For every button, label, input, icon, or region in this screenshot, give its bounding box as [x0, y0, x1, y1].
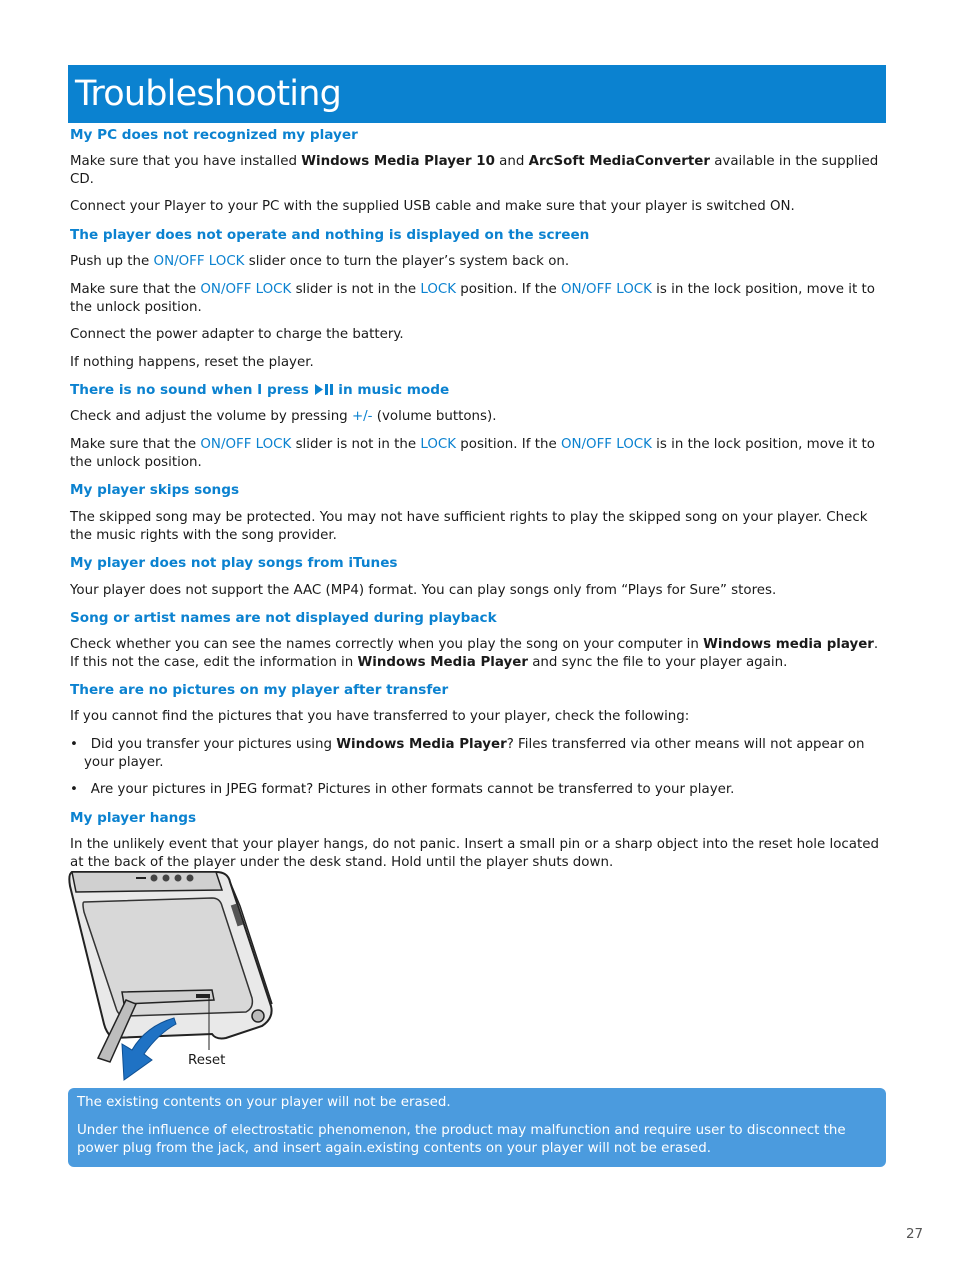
paragraph: Connect the power adapter to charge the battery.: [70, 327, 404, 342]
page-number: 27: [906, 1227, 924, 1242]
paragraph: Connect your Player to your PC with the supplied USB cable and make sure that your player is switched ON.: [70, 199, 795, 214]
section-heading: Song or artist names are not displayed during playback: [70, 610, 497, 626]
section-heading: There is no sound when I press in music mode: [70, 382, 450, 398]
paragraph: Make sure that you have installed Windows Media Player 10 and ArcSoft MediaConverter available in the supplied CD.: [70, 154, 879, 187]
title-bar: [68, 65, 886, 123]
paragraph: Check and adjust the volume by pressing +/- (volume buttons).: [70, 409, 497, 424]
page-title: Troubleshooting: [75, 74, 342, 114]
paragraph: Your player does not support the AAC (MP4) format. You can play songs only from “Plays for Sure” stores.: [70, 583, 777, 598]
paragraph: If nothing happens, reset the player.: [70, 355, 314, 370]
player-back-illustration: [66, 866, 276, 1086]
paragraph: The skipped song may be protected. You may not have sufficient rights to play the skipped song on your player. Check the music rights with the song provider.: [70, 510, 868, 543]
section-heading: My player skips songs: [70, 482, 240, 498]
note-line: The existing contents on your player will not be erased.: [77, 1095, 451, 1110]
paragraph: Make sure that the ON/OFF LOCK slider is not in the LOCK position. If the ON/OFF LOCK is in the lock position, move it to the unlock position.: [70, 437, 875, 470]
list-item: • Did you transfer your pictures using Windows Media Player? Files transferred via other means will not appear on your player.: [70, 737, 865, 770]
section-heading: There are no pictures on my player after transfer: [70, 682, 449, 698]
section-heading: My player hangs: [70, 810, 197, 826]
section-heading: My player does not play songs from iTunes: [70, 555, 398, 571]
paragraph: If you cannot find the pictures that you have transferred to your player, check the following:: [70, 709, 690, 724]
content: [70, 125, 882, 872]
section-heading: The player does not operate and nothing is displayed on the screen: [70, 227, 590, 243]
paragraph: In the unlikely event that your player hangs, do not panic. Insert a small pin or a sharp object into the reset hole located at the back of the player under the desk stand. Hold until the player shuts down.: [70, 837, 879, 870]
note-box: [68, 1088, 886, 1167]
play-pause-icon: [314, 382, 334, 398]
list-item: • Are your pictures in JPEG format? Pictures in other formats cannot be transferred to your player.: [70, 782, 735, 797]
figure-label: Reset: [188, 1053, 226, 1068]
paragraph: Check whether you can see the names correctly when you play the song on your computer in Windows media player. If this not the case, edit the information in Windows Media Player and sync the file to your player again.: [70, 637, 879, 670]
paragraph: Push up the ON/OFF LOCK slider once to turn the player’s system back on.: [70, 254, 570, 269]
note-line: Under the influence of electrostatic phenomenon, the product may malfunction and require user to disconnect the power plug from the jack, and insert again.existing contents on your player will not be erased.: [77, 1123, 846, 1156]
paragraph: Make sure that the ON/OFF LOCK slider is not in the LOCK position. If the ON/OFF LOCK is in the lock position, move it to the unlock position.: [70, 282, 875, 315]
section-heading: My PC does not recognized my player: [70, 127, 358, 143]
